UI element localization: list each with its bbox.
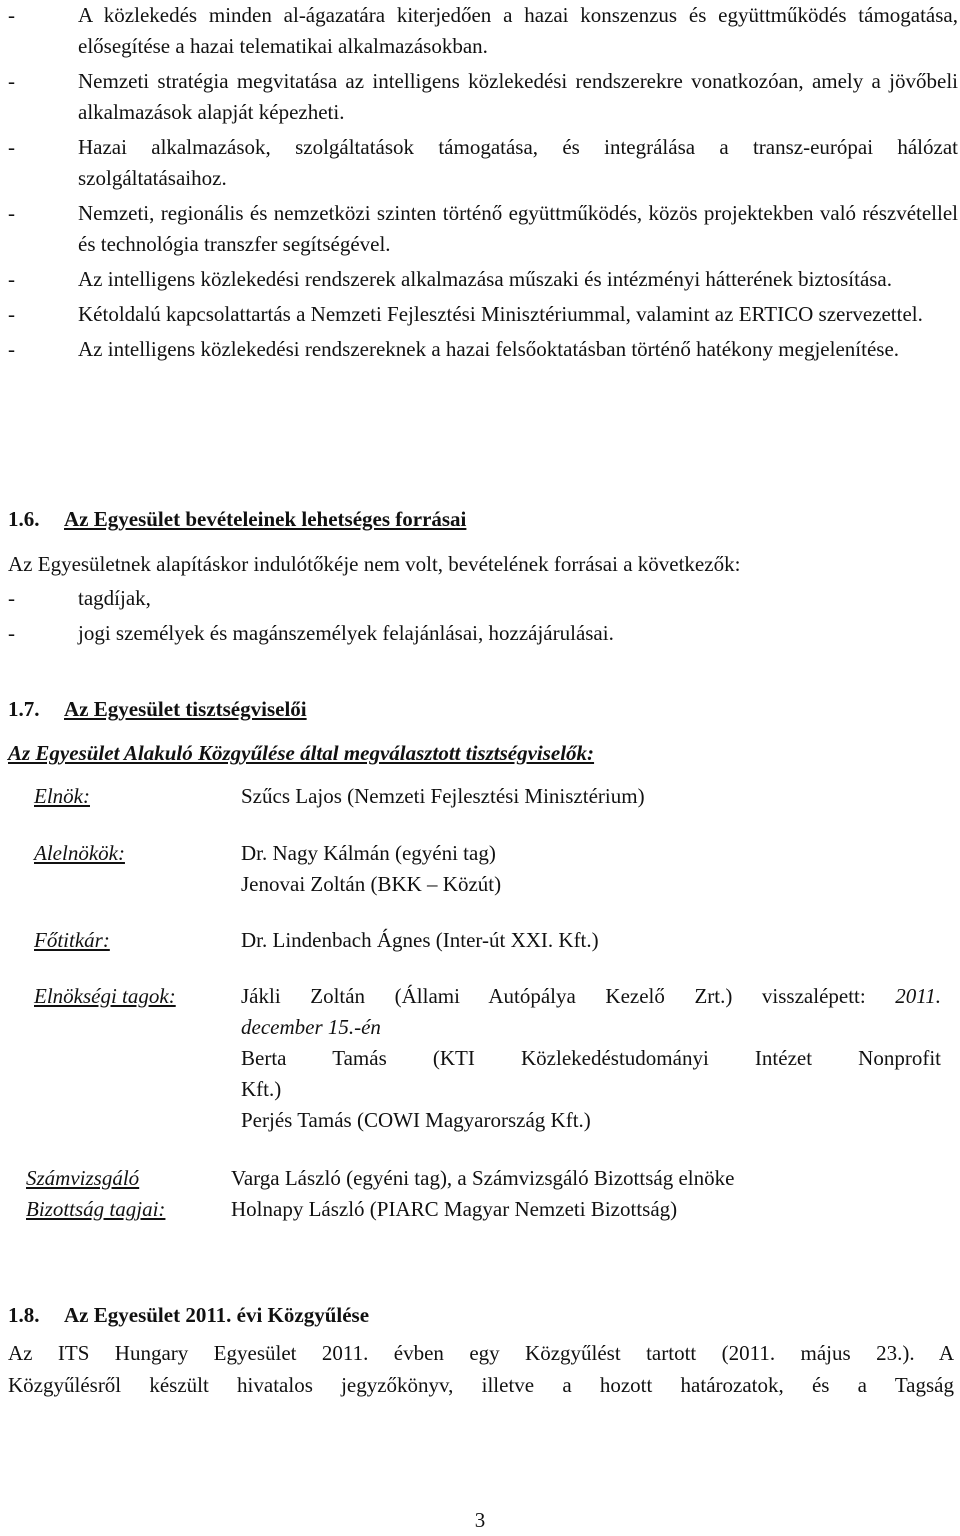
board-members-label: Elnökségi tagok: bbox=[34, 984, 176, 1008]
vice-presidents-label: Alelnökök: bbox=[34, 841, 125, 865]
revenue-intro: Az Egyesületnek alapításkor indulótőkéje nem volt, bevételének forrásai a következők: bbox=[8, 552, 741, 576]
list-item: - Az intelligens közlekedési rendszerek alkalmazása műszaki és intézményi hátterének biztosítása. bbox=[8, 264, 958, 295]
revenue-list bbox=[8, 583, 958, 649]
list-item: - tagdíjak, bbox=[8, 583, 958, 614]
section-number: 1.8. bbox=[8, 1303, 40, 1327]
list-item-text: Az intelligens közlekedési rendszerek alkalmazása műszaki és intézményi hátterének biztosítása. bbox=[78, 267, 893, 291]
board-member-2-cont: Kft.) bbox=[241, 1077, 282, 1101]
list-item: - Hazai alkalmazások, szolgáltatások támogatása, és integrálása a transz-európai hálózat szolgáltatásaihoz. bbox=[8, 132, 958, 194]
list-item: - Nemzeti, regionális és nemzetközi szinten történő együttműködés, közös projektekben való részvétellel és technológia transzfer segítségével. bbox=[8, 198, 958, 260]
section-heading-1-6 bbox=[8, 504, 466, 535]
section-title: Az Egyesület bevételeinek lehetséges forrásai bbox=[64, 507, 467, 531]
list-item: - A közlekedés minden al-ágazatára kiterjedően a hazai konszenzus és együttműködés támogatása, elősegítése a hazai telematikai alkalmazásokban. bbox=[8, 0, 958, 62]
board-member-2: Berta Tamás (KTI Közlekedéstudományi Intézet Nonprofit bbox=[241, 1046, 941, 1070]
president-value: Szűcs Lajos (Nemzeti Fejlesztési Minisztérium) bbox=[241, 784, 645, 808]
president-label: Elnök: bbox=[34, 784, 90, 808]
list-item-text: tagdíjak, bbox=[78, 586, 151, 610]
audit-committee-label-line-1: Számvizsgáló bbox=[26, 1166, 140, 1190]
audit-member-1: Varga László (egyéni tag), a Számvizsgáló Bizottság elnöke bbox=[231, 1166, 735, 1190]
list-item: - Kétoldalú kapcsolattartás a Nemzeti Fejlesztési Minisztériummal, valamint az ERTICO szervezettel. bbox=[8, 299, 958, 330]
list-item: - jogi személyek és magánszemélyek felajánlásai, hozzájárulásai. bbox=[8, 618, 958, 649]
list-item-text: Kétoldalú kapcsolattartás a Nemzeti Fejlesztési Minisztériummal, valamint az ERTICO szervezettel. bbox=[78, 302, 923, 326]
audit-committee-label-line-2: Bizottság tagjai: bbox=[26, 1197, 166, 1221]
officers-subtitle: Az Egyesület Alakuló Közgyűlése által megválasztott tisztségviselők: bbox=[8, 741, 595, 765]
page-number: 3 bbox=[474, 1508, 486, 1532]
assembly-paragraph-line-1: Az ITS Hungary Egyesület 2011. évben egy Közgyűlést tartott (2011. május 23.). A bbox=[8, 1341, 954, 1365]
list-item: - Nemzeti stratégia megvitatása az intelligens közlekedési rendszerekre vonatkozóan, amely a jövőbeli alkalmazások alapját képezheti. bbox=[8, 66, 958, 128]
section-heading-1-8 bbox=[8, 1300, 369, 1331]
section-title: Az Egyesület tisztségviselői bbox=[64, 697, 307, 721]
objectives-bullet-list bbox=[8, 0, 958, 365]
board-member-1: Jákli Zoltán (Állami Autópálya Kezelő Zrt.) visszalépett: 2011. bbox=[241, 984, 941, 1008]
list-item-text: Az intelligens közlekedési rendszereknek a hazai felsőoktatásban történő hatékony megjelenítése. bbox=[78, 337, 900, 361]
list-item-text: Nemzeti, regionális és nemzetközi szinten történő együttműködés, közös projektekben való részvétellel és technológia transzfer segítségével. bbox=[78, 201, 958, 256]
assembly-paragraph-line-2: Közgyűlésről készült hivatalos jegyzőkönyv, illetve a hozott határozatok, és a Tagság bbox=[8, 1373, 954, 1397]
list-item-text: Hazai alkalmazások, szolgáltatások támogatása, és integrálása a transz-európai hálózat szolgáltatásaihoz. bbox=[78, 135, 958, 190]
section-number: 1.6. bbox=[8, 507, 40, 531]
audit-member-2: Holnapy László (PIARC Magyar Nemzeti Bizottság) bbox=[231, 1197, 678, 1221]
list-item: - Az intelligens közlekedési rendszereknek a hazai felsőoktatásban történő hatékony megjelenítése. bbox=[8, 334, 958, 365]
board-member-1-date: december 15.-én bbox=[241, 1015, 381, 1039]
list-item-text: A közlekedés minden al-ágazatára kiterjedően a hazai konszenzus és együttműködés támogatása, elősegítése a hazai telematikai alkalmazásokban. bbox=[78, 3, 958, 58]
section-heading-1-7 bbox=[8, 694, 307, 725]
board-member-3: Perjés Tamás (COWI Magyarország Kft.) bbox=[241, 1108, 591, 1132]
section-number: 1.7. bbox=[8, 697, 40, 721]
vice-president-2: Jenovai Zoltán (BKK – Közút) bbox=[241, 872, 502, 896]
list-item-text: Nemzeti stratégia megvitatása az intelligens közlekedési rendszerekre vonatkozóan, amely a jövőbeli alkalmazások alapját képezheti. bbox=[78, 69, 958, 124]
secretary-general-label: Főtitkár: bbox=[34, 928, 110, 952]
vice-president-1: Dr. Nagy Kálmán (egyéni tag) bbox=[241, 841, 496, 865]
secretary-general-value: Dr. Lindenbach Ágnes (Inter-út XXI. Kft.) bbox=[241, 928, 599, 952]
section-title: Az Egyesület 2011. évi Közgyűlése bbox=[64, 1303, 370, 1327]
list-item-text: jogi személyek és magánszemélyek felajánlásai, hozzájárulásai. bbox=[78, 621, 614, 645]
